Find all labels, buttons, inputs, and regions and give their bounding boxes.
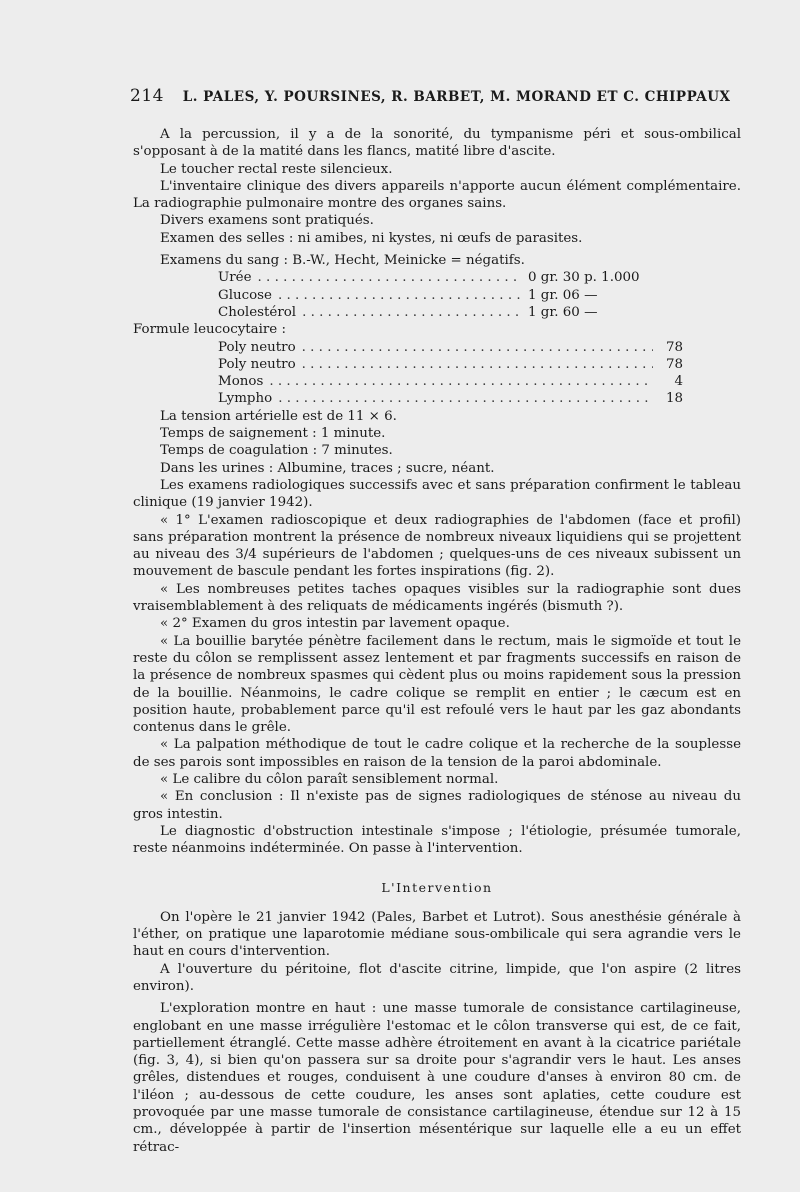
leader-dots [278,287,522,304]
lab-name: Cholestérol [218,304,297,320]
paragraph: Les examens radiologiques successifs avec et sans préparation confirment le tableau clinique (19 janvier 1942). [133,477,741,511]
paragraph: « La bouillie barytée pénètre facilement dans le rectum, mais le sigmoïde et tout le reste du côlon se remplissent assez lentement et par fragments successifs en raison de la présence de nombreux spasmes qui cèdent plus ou moins rapidement sous la pression de la bouillie. Néanmoins, le cadre colique se remplit en entier ; le cæcum est en position haute, probablement parce qu'il est refoulé vers le haut par les gaz abondants contenus dans le grêle. [133,633,741,736]
lab-name: Lympho [218,391,273,407]
paragraph: « 1° L'examen radioscopique et deux radiographies de l'abdomen (face et profil) sans préparation montrent la présence de nombreux niveaux liquidiens qui se projettent au niveau des 3/4 supérieurs de l'abdomen ; quelques-uns de ces niveaux subissent un mouvement de bascule pendant les fortes inspirations (fig. 2). [133,512,741,580]
paragraph: Temps de saignement : 1 minute. [160,426,386,442]
lab-value: 1 gr. 60 — [528,304,598,320]
paragraph: L'inventaire clinique des divers appareils n'apporte aucun élément complémentaire. La radiographie pulmonaire montre des organes sains. [133,178,741,212]
lab-name: Poly neutro [218,356,296,372]
paragraph: La tension artérielle est de 11 × 6. [160,408,397,424]
lab-row [160,304,741,321]
paragraph: « La palpation méthodique de tout le cadre colique et la recherche de la souplesse de ses parois sont impossibles en raison de la tension de la paroi abdominale. [133,737,741,770]
lab-value: 1 gr. 06 — [528,287,598,303]
paragraph: Divers examens sont pratiqués. [160,213,374,229]
lab-value: 78 [665,356,683,372]
body-text [133,126,741,1156]
paragraph: « 2° Examen du gros intestin par lavement opaque. [160,616,510,632]
leader-dots [302,356,653,373]
paragraph: A la percussion, il y a de la sonorité, du tympanisme péri et sous-ombilical s'opposant à de la matité dans les flancs, matité libre d'ascite. [133,127,741,160]
blood-values-table [160,269,741,321]
lab-row [160,373,741,390]
lab-row [160,356,741,373]
page-number: 214 [130,86,164,106]
paragraph: « En conclusion : Il n'existe pas de signes radiologiques de sténose au niveau du gros intestin. [133,789,741,822]
leader-dots [278,390,653,407]
paragraph: « Les nombreuses petites taches opaques visibles sur la radiographie sont dues vraisemblablement à des reliquats de médicaments ingérés (bismuth ?). [133,581,741,615]
lab-row [160,390,741,407]
lab-name: Urée [218,270,252,286]
running-header [130,86,731,106]
leader-dots [269,373,653,390]
leader-dots [258,269,522,286]
blood-exam-line: Examens du sang : B.-W., Hecht, Meinicke = négatifs. [160,253,525,269]
paragraph: « Le calibre du côlon paraît sensiblement normal. [160,771,499,787]
paragraph: L'exploration montre en haut : une masse tumorale de consistance cartilagineuse, englobant en une masse irrégulière l'estomac et le côlon transverse qui est, de ce fait, partiellement étranglé. Cette masse adhère étroitement en avant à la cicatrice pariétale (fig. 3, 4), si bien qu'on passera sur sa droite pour s'agrandir vers le haut. Les anses grêles, distendues et rouges, conduisent à une coudure d'anses à environ 80 cm. de l'iléon ; au-dessous de cette coudure, les anses sont aplaties, cette coudure est provoquée par une masse tumorale de consistance cartilagineuse, étendue sur 12 à 15 cm., développée à partir de l'insertion mésentérique sur laquelle elle a eu un effet rétrac- [133,1001,741,1155]
lab-name: Monos [218,374,264,390]
lab-value: 4 [674,374,683,390]
paragraph: Le diagnostic d'obstruction intestinale s'impose ; l'étiologie, présumée tumorale, reste néanmoins indéterminée. On passe à l'intervention. [133,823,741,857]
lab-row [160,287,741,304]
paragraph: On l'opère le 21 janvier 1942 (Pales, Barbet et Lutrot). Sous anesthésie générale à l'éther, on pratique une laparotomie médiane sous-ombilicale qui sera agrandie vers le haut en cours d'intervention. [133,909,741,960]
paragraph: A l'ouverture du péritoine, flot d'ascite citrine, limpide, que l'on aspire (2 litres environ). [133,961,741,994]
formula-title: Formule leucocytaire : [133,322,287,338]
running-authors: L. PALES, Y. POURSINES, R. BARBET, M. MORAND ET C. CHIPPAUX [182,89,731,105]
paragraph: Dans les urines : Albumine, traces ; sucre, néant. [160,460,495,476]
section-title: L'Intervention [381,880,493,896]
paragraph: Temps de coagulation : 7 minutes. [160,443,393,459]
lab-row [160,269,741,286]
lab-value: 78 [665,339,683,355]
paragraph: Examen des selles : ni amibes, ni kystes, ni œufs de parasites. [160,230,583,246]
lab-value: 0 gr. 30 p. 1.000 [528,270,640,286]
leader-dots [302,339,653,356]
leader-dots [302,304,522,321]
leucocyte-table [160,339,741,408]
lab-name: Poly neutro [218,339,296,355]
lab-name: Glucose [218,287,272,303]
paragraph: Le toucher rectal reste silencieux. [160,161,393,177]
lab-value: 18 [665,391,683,407]
lab-row [160,339,741,356]
